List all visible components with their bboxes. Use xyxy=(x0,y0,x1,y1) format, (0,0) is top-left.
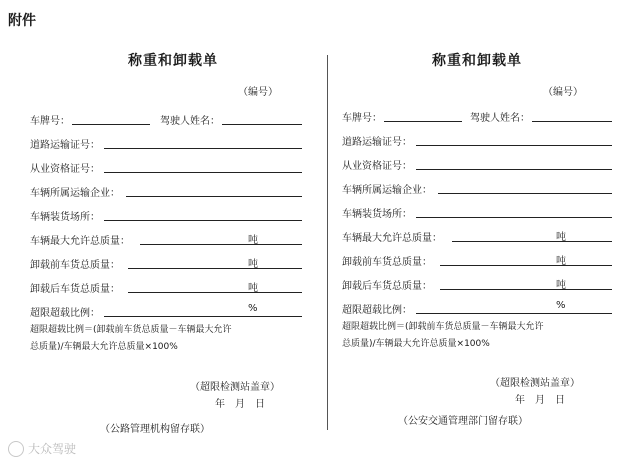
form-title: 称重和卸载单 xyxy=(128,53,218,69)
overload-ratio-label: 超限超载比例： xyxy=(342,305,412,316)
company-field[interactable] xyxy=(438,193,612,194)
overload-ratio-label: 超限超载比例： xyxy=(30,308,100,319)
form-divider xyxy=(327,55,328,430)
driver-label: 驾驶人姓名： xyxy=(160,116,220,127)
road-permit-field[interactable] xyxy=(416,145,612,146)
after-unload-field[interactable] xyxy=(440,289,612,290)
overload-ratio-field[interactable] xyxy=(104,316,302,317)
percent-unit: % xyxy=(248,303,258,314)
page-label: 附件 xyxy=(8,13,36,29)
stamp-label: （超限检测站盖章） xyxy=(490,378,580,389)
plate-field[interactable] xyxy=(384,121,462,122)
driver-label: 驾驶人姓名： xyxy=(470,113,530,124)
before-unload-field[interactable] xyxy=(128,268,302,269)
after-unload-label: 卸载后车货总质量： xyxy=(30,284,120,295)
date-label: 年 月 日 xyxy=(515,395,565,406)
max-weight-label: 车辆最大允许总质量： xyxy=(30,236,130,247)
weighing-form-traffic-police xyxy=(330,0,640,464)
overload-ratio-field[interactable] xyxy=(416,313,612,314)
plate-label: 车牌号： xyxy=(30,116,70,127)
stamp-label: （超限检测站盖章） xyxy=(190,382,280,393)
ton-unit: 吨 xyxy=(248,283,258,294)
before-unload-label: 卸载前车货总质量： xyxy=(342,257,432,268)
ton-unit: 吨 xyxy=(556,232,566,243)
road-permit-label: 道路运输证号： xyxy=(30,140,100,151)
max-weight-field[interactable] xyxy=(140,244,302,245)
serial-number-label: （编号） xyxy=(238,87,278,98)
before-unload-label: 卸载前车货总质量： xyxy=(30,260,120,271)
qualification-label: 从业资格证号： xyxy=(342,161,412,172)
ton-unit: 吨 xyxy=(248,235,258,246)
date-label: 年 月 日 xyxy=(215,399,265,410)
qualification-field[interactable] xyxy=(104,172,302,173)
before-unload-field[interactable] xyxy=(440,265,612,266)
archive-copy-label: （公安交通管理部门留存联） xyxy=(398,416,528,427)
watermark-text: 大众驾驶 xyxy=(28,442,77,456)
road-permit-label: 道路运输证号： xyxy=(342,137,412,148)
qualification-field[interactable] xyxy=(416,169,612,170)
plate-field[interactable] xyxy=(72,124,150,125)
form-title: 称重和卸载单 xyxy=(432,53,522,69)
max-weight-field[interactable] xyxy=(452,241,612,242)
ton-unit: 吨 xyxy=(556,280,566,291)
company-field[interactable] xyxy=(126,196,302,197)
qualification-label: 从业资格证号： xyxy=(30,164,100,175)
loading-site-label: 车辆装货场所： xyxy=(30,212,100,223)
driver-field[interactable] xyxy=(532,121,612,122)
driver-field[interactable] xyxy=(222,124,302,125)
ton-unit: 吨 xyxy=(556,256,566,267)
serial-number-label: （编号） xyxy=(543,87,583,98)
road-permit-field[interactable] xyxy=(104,148,302,149)
watermark xyxy=(8,440,76,457)
loading-site-label: 车辆装货场所： xyxy=(342,209,412,220)
company-label: 车辆所属运输企业： xyxy=(30,188,120,199)
ton-unit: 吨 xyxy=(248,259,258,270)
overload-formula: 超限超载比例＝(卸载前车货总质量－车辆最大允许 总质量)/车辆最大允许总质量×100% xyxy=(30,325,232,352)
overload-formula: 超限超载比例＝(卸载前车货总质量－车辆最大允许 总质量)/车辆最大允许总质量×100% xyxy=(342,322,544,349)
company-label: 车辆所属运输企业： xyxy=(342,185,432,196)
after-unload-field[interactable] xyxy=(128,292,302,293)
loading-site-field[interactable] xyxy=(416,217,612,218)
loading-site-field[interactable] xyxy=(104,220,302,221)
archive-copy-label: （公路管理机构留存联） xyxy=(100,424,210,435)
max-weight-label: 车辆最大允许总质量： xyxy=(342,233,442,244)
after-unload-label: 卸载后车货总质量： xyxy=(342,281,432,292)
watermark-logo-icon xyxy=(8,441,24,457)
percent-unit: % xyxy=(556,300,566,311)
plate-label: 车牌号： xyxy=(342,113,382,124)
